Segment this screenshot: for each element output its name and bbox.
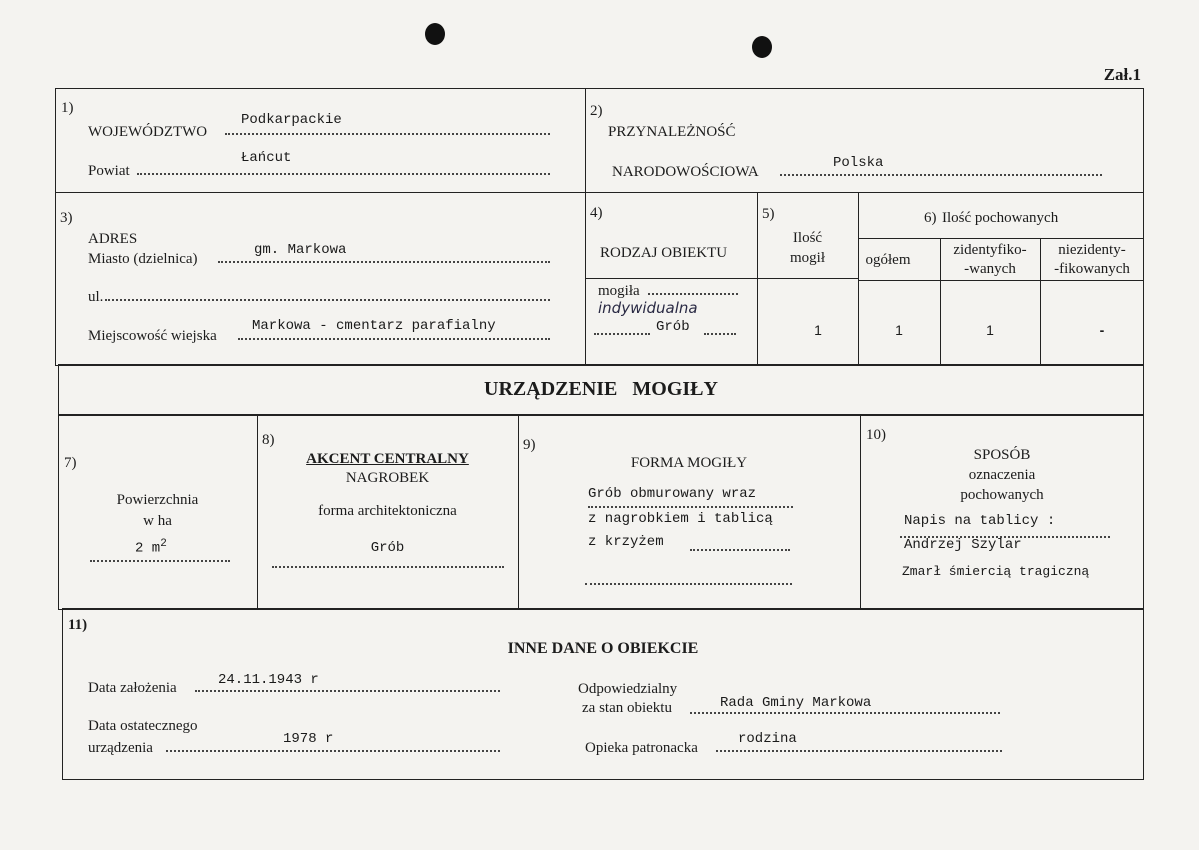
sposob-value-1: Napis na tablicy : <box>904 513 1056 529</box>
niezidentyfikowanych-label-2: -fikowanych <box>1054 261 1130 277</box>
data-zalozenia-value: 24.11.1943 r <box>218 672 319 688</box>
miasto-label: Miasto (dzielnica) <box>88 251 198 267</box>
akcent-centralny-label: AKCENT CENTRALNY <box>306 451 469 467</box>
powiat-label: Powiat <box>88 163 130 179</box>
niezidentyfikowanych-value: - <box>1099 322 1105 338</box>
section-7-number: 7) <box>64 455 77 471</box>
col-divider-5 <box>757 192 758 366</box>
odpowiedzialny-label-2: za stan obiektu <box>582 700 672 716</box>
section-6-number: 6) <box>924 210 937 226</box>
row-divider-1 <box>55 192 1144 193</box>
pochowanych-label: pochowanych <box>960 487 1044 503</box>
miejscowosc-label: Miejscowość wiejska <box>88 328 217 344</box>
section-5-number: 5) <box>762 206 775 222</box>
section-8-number: 8) <box>262 432 275 448</box>
zidentyfikowanych-value: 1 <box>986 322 994 338</box>
grob-value: Grób <box>656 319 690 335</box>
w-ha-label: w ha <box>143 513 172 529</box>
adres-label: ADRES <box>88 231 138 247</box>
mogila-value: indywidualna <box>598 299 698 317</box>
odpowiedzialny-dots <box>690 712 1000 714</box>
opieka-patronacka-dots <box>716 750 1002 752</box>
odpowiedzialny-value: Rada Gminy Markowa <box>720 695 872 711</box>
sub-header-6 <box>858 238 1144 239</box>
ulica-dots <box>105 299 550 301</box>
data-zalozenia-dots <box>195 690 500 692</box>
forma-mogily-value-2: z nagrobkiem i tablicą <box>588 511 773 527</box>
niezidentyfikowanych-label-1: niezidenty- <box>1058 242 1126 258</box>
ogolem-value: 1 <box>895 322 903 338</box>
opieka-patronacka-label: Opieka patronacka <box>585 740 698 756</box>
col-divider-6 <box>858 192 859 366</box>
forma-mogily-value-1: Grób obmurowany wraz <box>588 486 757 502</box>
section-2-number: 2) <box>590 103 603 119</box>
data-zalozenia-label: Data założenia <box>88 680 177 696</box>
mogila-dots <box>648 293 738 295</box>
data-ostatecznego-label-2: urządzenia <box>88 740 153 756</box>
col-divider-9-10 <box>860 414 861 610</box>
akcent-value: Grób <box>370 540 405 556</box>
forma-mogily-value-3: z krzyżem <box>588 534 664 550</box>
forma-dots-4 <box>585 583 792 585</box>
opieka-patronacka-value: rodzina <box>738 731 797 747</box>
powierzchnia-dots <box>90 560 230 562</box>
rodzaj-obiektu-label: RODZAJ OBIEKTU <box>600 245 728 261</box>
wojewodztwo-value: Podkarpackie <box>241 112 342 128</box>
forma-architektoniczna-label: forma architektoniczna <box>318 503 457 519</box>
ilosc-mogil-label-1: Ilość <box>792 230 823 246</box>
data-ostatecznego-value: 1978 r <box>283 731 334 747</box>
urzadzenie-mogily-title: URZĄDZENIE MOGIŁY <box>484 378 718 400</box>
ilosc-mogil-value: 1 <box>814 322 822 338</box>
punch-hole-left <box>425 23 445 45</box>
grob-dots-right <box>704 333 736 335</box>
forma-dots-3 <box>690 549 790 551</box>
zidentyfikowanych-label-1: zidentyfiko- <box>953 242 1027 258</box>
powierzchnia-exponent: 2 <box>160 538 167 550</box>
powierzchnia-number: 2 m <box>135 540 161 557</box>
wojewodztwo-dots <box>225 133 550 135</box>
zidentyfikowanych-label-2: -wanych <box>964 261 1016 277</box>
section-11-number: 11) <box>68 617 88 633</box>
oznaczenia-label: oznaczenia <box>968 467 1036 483</box>
powiat-dots <box>137 173 550 175</box>
powierzchnia-label: Powierzchnia <box>116 492 199 508</box>
miasto-value: gm. Markowa <box>254 242 347 258</box>
sposob-value-3: Zmarł śmiercią tragiczną <box>902 564 1090 579</box>
section-3-number: 3) <box>60 210 73 226</box>
narodowosciowa-label: NARODOWOŚCIOWA <box>612 164 759 180</box>
narodowosc-value: Polska <box>833 155 884 171</box>
ulica-label: ul. <box>88 289 104 305</box>
section-4-number: 4) <box>590 205 603 221</box>
data-ostatecznego-dots <box>166 750 500 752</box>
sposob-label: SPOSÓB <box>973 447 1031 463</box>
forma-mogily-label: FORMA MOGIŁY <box>630 455 748 471</box>
powiat-value: Łańcut <box>241 150 292 166</box>
sub-header-45 <box>585 278 858 279</box>
ilosc-pochowanych-label: Ilość pochowanych <box>942 210 1059 226</box>
col-divider-8-9 <box>518 414 519 610</box>
miasto-dots <box>218 261 550 263</box>
attachment-label: Zał.1 <box>1103 65 1141 84</box>
ilosc-mogil-label-2: mogił <box>789 250 825 266</box>
nagrobek-label: NAGROBEK <box>345 470 430 486</box>
sposob-value-2: Andrzej Szylar <box>904 537 1022 553</box>
mogila-label: mogiła <box>598 283 640 299</box>
odpowiedzialny-label-1: Odpowiedzialny <box>578 681 678 697</box>
sub-header-6b <box>858 280 1144 281</box>
section-9-number: 9) <box>523 437 536 453</box>
forma-dots-1 <box>588 506 793 508</box>
wojewodztwo-label: WOJEWÓDZTWO <box>88 124 208 140</box>
data-ostatecznego-label-1: Data ostatecznego <box>88 718 198 734</box>
przynaleznosc-label: PRZYNALEŻNOŚĆ <box>608 124 736 140</box>
narodowosc-dots <box>780 174 1102 176</box>
punch-hole-right <box>752 36 772 58</box>
miejscowosc-dots <box>238 338 550 340</box>
akcent-dots <box>272 566 504 568</box>
grob-dots-left <box>594 333 650 335</box>
inne-dane-title: INNE DANE O OBIEKCIE <box>507 640 699 657</box>
miejscowosc-value: Markowa - cmentarz parafialny <box>252 318 496 334</box>
powierzchnia-value <box>135 538 167 557</box>
section-10-number: 10) <box>866 427 886 443</box>
col-divider-main <box>585 88 586 366</box>
section-1-number: 1) <box>61 100 74 116</box>
ogolem-label: ogółem <box>865 252 911 268</box>
